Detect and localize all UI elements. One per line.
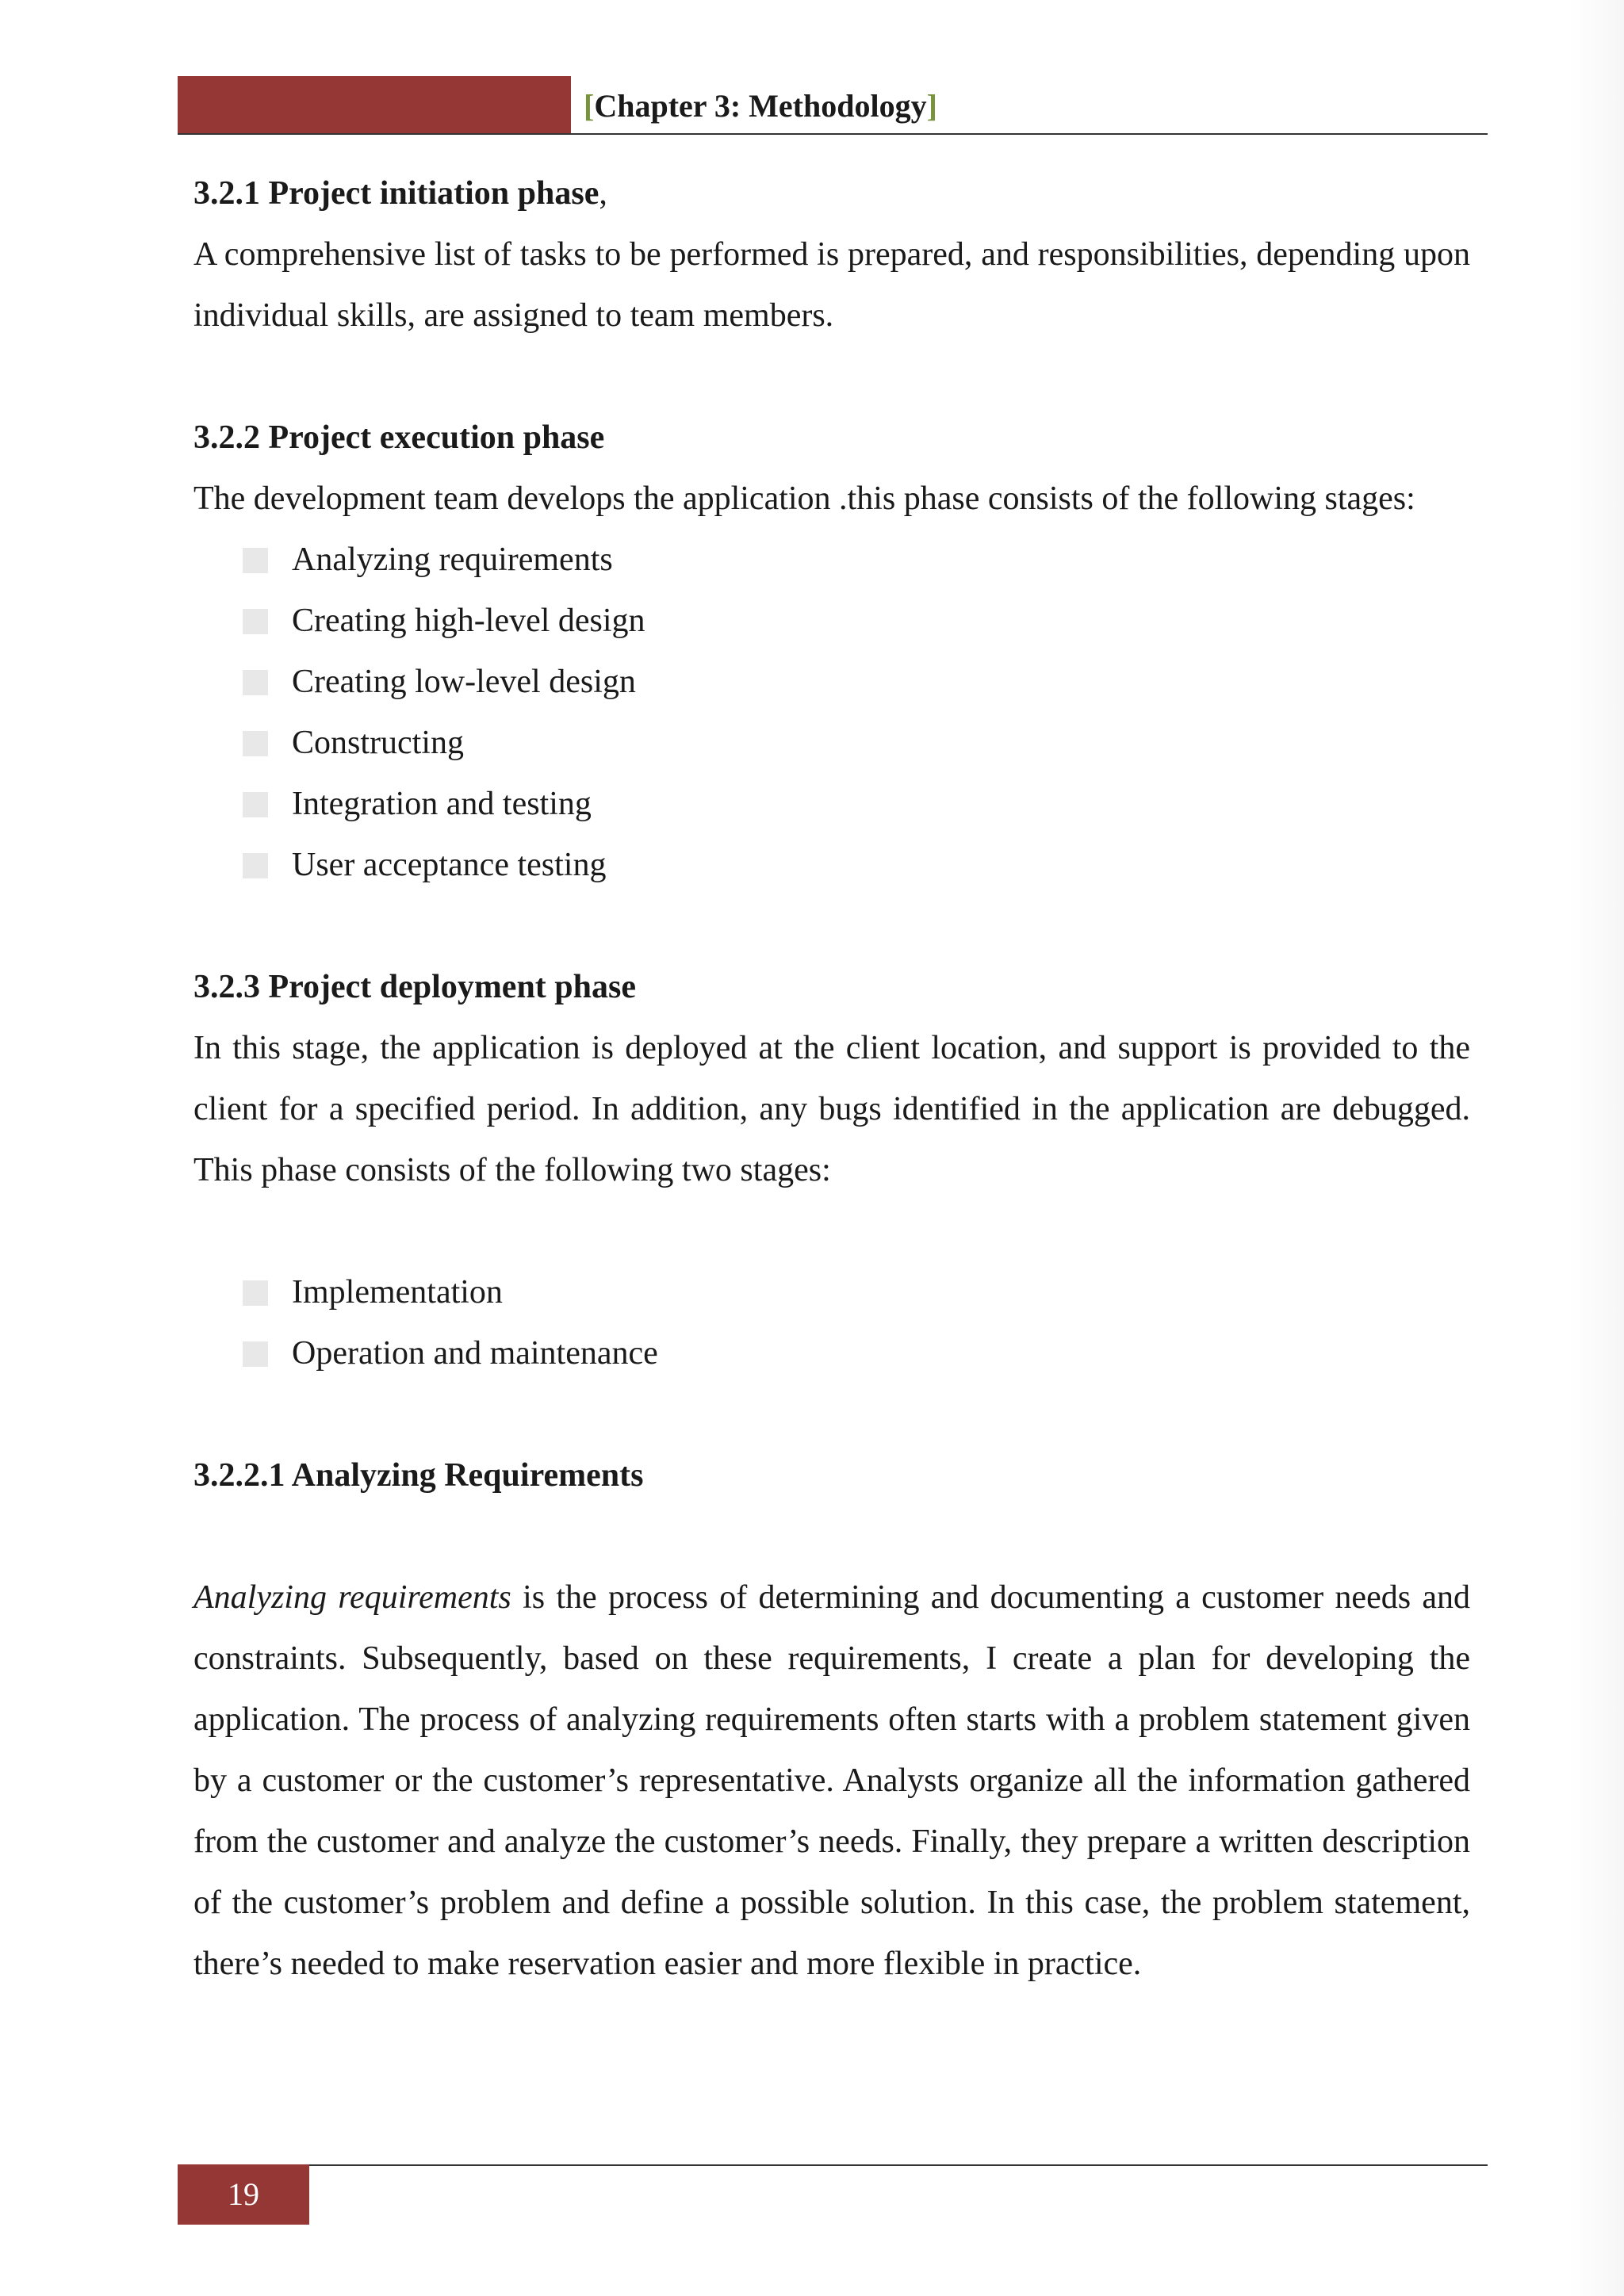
list-item xyxy=(243,530,1470,591)
chapter-header xyxy=(584,86,937,127)
page-number-box xyxy=(178,2164,309,2225)
bullet-square-icon xyxy=(243,853,268,878)
list-item-label: Implementation xyxy=(292,1274,503,1311)
header-bracket-close: ] xyxy=(926,88,937,124)
paragraph-body-text: is the process of determining and documenting a customer needs and constraints. Subsequently, based on these requirements, I create a plan for developing the application. The process of analyzing requirements often starts with a problem statement given by a customer or the customer’s representative. Analysts organize all the information gathered from the customer and analyze the customer’s needs. Finally, they prepare a written description of the customer’s problem and define a possible solution. In this case, the problem statement, there’s needed to make reservation easier and more flexible in practice. xyxy=(193,1579,1470,1982)
list-item xyxy=(243,652,1470,713)
bullet-square-icon xyxy=(243,1280,268,1306)
list-item-label: User acceptance testing xyxy=(292,847,607,883)
bullet-square-icon xyxy=(243,792,268,817)
list-item xyxy=(243,774,1470,835)
section-heading-text: 3.2.1 Project initiation phase xyxy=(193,175,599,212)
header-bracket-open: [ xyxy=(584,88,595,124)
bullet-square-icon xyxy=(243,609,268,634)
blank-line xyxy=(193,896,1470,957)
bullet-square-icon xyxy=(243,731,268,756)
bullet-square-icon xyxy=(243,548,268,573)
list-item-label: Creating low-level design xyxy=(292,664,636,700)
bullet-square-icon xyxy=(243,1341,268,1367)
header-divider xyxy=(178,133,1488,135)
blank-line xyxy=(193,1506,1470,1567)
page-body xyxy=(193,163,1470,1995)
list-item-label: Integration and testing xyxy=(292,786,592,822)
list-item-label: Operation and maintenance xyxy=(292,1335,658,1372)
list-item xyxy=(243,713,1470,774)
page-number: 19 xyxy=(228,2176,259,2212)
paragraph-deployment: In this stage, the application is deployed at the client location, and support is provided to the client for a specified period. In addition, any bugs identified in the application are debugged. This phase consists of the following two stages: xyxy=(193,1030,1470,1188)
paragraph-analyzing-requirements xyxy=(193,1567,1470,1995)
list-item xyxy=(243,591,1470,652)
italic-lead-term: Analyzing requirements xyxy=(193,1579,511,1616)
list-item-label: Analyzing requirements xyxy=(292,541,613,578)
header-accent-bar xyxy=(178,76,571,135)
bullet-square-icon xyxy=(243,670,268,695)
list-item xyxy=(243,835,1470,896)
section-heading-3-2-2-1: 3.2.2.1 Analyzing Requirements xyxy=(193,1457,644,1494)
deployment-stages-list xyxy=(193,1262,1470,1384)
blank-line xyxy=(193,1384,1470,1445)
execution-stages-list xyxy=(193,530,1470,896)
section-heading-3-2-2: 3.2.2 Project execution phase xyxy=(193,419,605,456)
footer-divider xyxy=(178,2164,1488,2166)
paragraph-execution: The development team develops the application .this phase consists of the following stages: xyxy=(193,480,1415,517)
heading-trailing-comma: , xyxy=(599,175,607,212)
list-item xyxy=(243,1323,1470,1384)
blank-line xyxy=(193,346,1470,408)
blank-line xyxy=(193,1201,1470,1262)
list-item-label: Constructing xyxy=(292,725,464,761)
section-heading-3-2-1 xyxy=(193,163,1470,224)
list-item xyxy=(243,1262,1470,1323)
list-item-label: Creating high-level design xyxy=(292,603,645,639)
paragraph-initiation: A comprehensive list of tasks to be performed is prepared, and responsibilities, depending upon individual skills, are assigned to team members. xyxy=(193,236,1470,334)
header-title-text: Chapter 3: Methodology xyxy=(594,88,927,124)
section-heading-3-2-3: 3.2.3 Project deployment phase xyxy=(193,969,636,1005)
page-edge-shade xyxy=(1568,0,1624,2296)
